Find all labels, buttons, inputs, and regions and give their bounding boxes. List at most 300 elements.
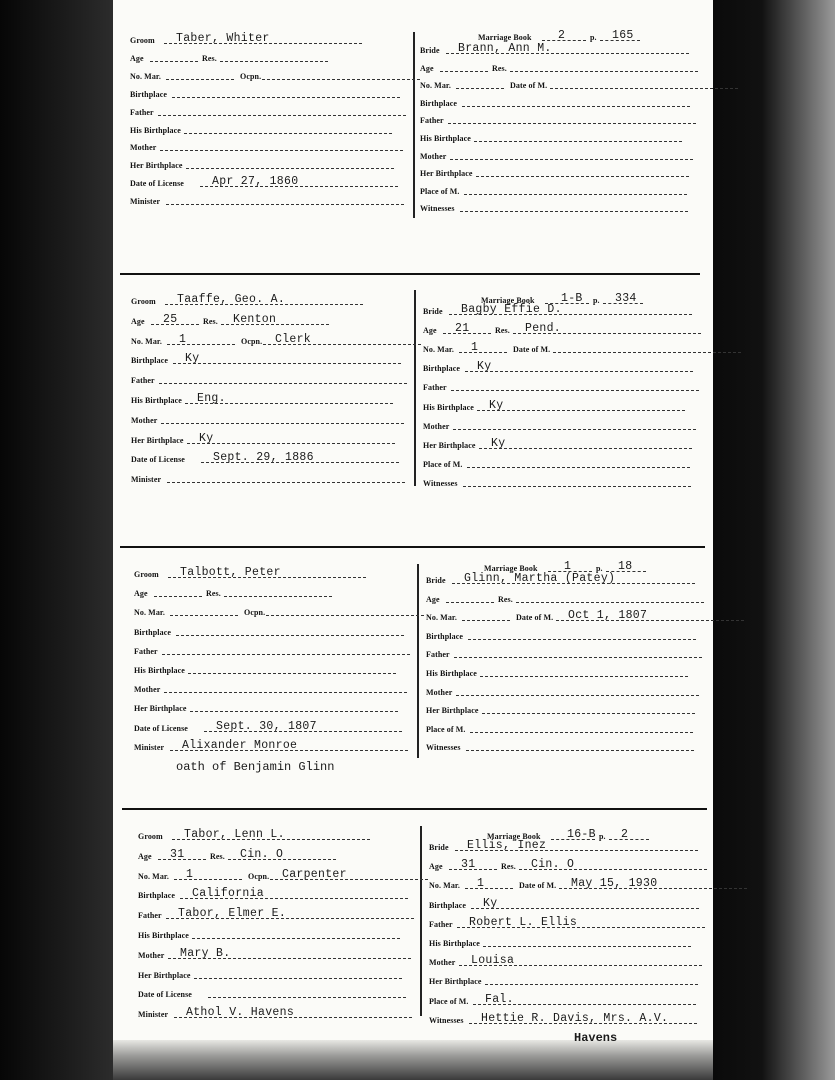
field-value: Eng. bbox=[197, 392, 226, 405]
groom-her-birthplace-field bbox=[131, 430, 395, 446]
fill-line bbox=[188, 673, 396, 674]
field-label: No. Mar. bbox=[131, 336, 162, 346]
fill-line bbox=[186, 168, 394, 169]
groom-age-field bbox=[131, 311, 199, 327]
field-label: Ocpn. bbox=[241, 336, 263, 346]
fill-line bbox=[467, 467, 690, 468]
groom-no-mar-field bbox=[130, 66, 234, 82]
fill-line bbox=[553, 352, 741, 353]
field-label: Age bbox=[131, 316, 145, 326]
field-label: Date of License bbox=[138, 990, 192, 1000]
fill-line bbox=[453, 429, 696, 430]
field-label: Bride bbox=[423, 307, 443, 316]
field-label: Her Birthplace bbox=[420, 169, 473, 179]
field-label: Minister bbox=[130, 197, 161, 207]
groom-father-field bbox=[138, 905, 414, 921]
field-value: Fal. bbox=[485, 992, 514, 1006]
fill-line bbox=[456, 695, 699, 696]
field-label: Mother bbox=[130, 143, 157, 153]
bride-mother-field bbox=[429, 952, 702, 968]
bride-no-mar-field bbox=[429, 875, 513, 891]
fill-line bbox=[194, 978, 402, 979]
field-value: Glinn, Martha (Patey) bbox=[464, 572, 616, 585]
field-value: Ky bbox=[491, 436, 506, 450]
bride-his-birthplace-field bbox=[423, 397, 685, 413]
groom-groom-field bbox=[138, 826, 370, 842]
bride-father-field bbox=[420, 110, 696, 126]
field-label: Mother bbox=[423, 421, 450, 431]
groom-minister-field bbox=[134, 737, 408, 753]
field-value: Louisa bbox=[471, 954, 515, 968]
fill-line bbox=[174, 879, 242, 880]
field-label: Mother bbox=[131, 415, 158, 425]
bride-age-field bbox=[423, 320, 491, 336]
fill-line bbox=[459, 352, 507, 353]
bride-place-of-m-field bbox=[429, 991, 696, 1007]
field-label: Father bbox=[423, 383, 447, 393]
field-label: Father bbox=[426, 650, 450, 660]
field-value: Athol V. Havens bbox=[186, 1006, 295, 1020]
bride-res-field bbox=[498, 589, 704, 605]
bride-witnesses-field bbox=[426, 737, 694, 753]
groom-note: oath of Benjamin Glinn bbox=[176, 760, 335, 774]
bride-age-field bbox=[429, 856, 497, 872]
field-value: Alixander Monroe bbox=[182, 738, 298, 752]
bride-no-mar-field bbox=[423, 339, 507, 355]
bride-date-of-m-field bbox=[516, 607, 744, 623]
fill-line bbox=[462, 106, 690, 107]
field-label: No. Mar. bbox=[134, 608, 165, 618]
marriage-book-number: 1-B bbox=[561, 292, 583, 305]
groom-minister-field bbox=[138, 1004, 412, 1020]
field-label: Birthplace bbox=[130, 89, 167, 99]
field-label: Mother bbox=[429, 958, 456, 968]
bride-his-birthplace-field bbox=[420, 128, 682, 144]
field-value: 31 bbox=[170, 847, 185, 861]
bride-witnesses-field bbox=[420, 198, 688, 214]
field-label: Birthplace bbox=[134, 627, 171, 637]
field-label: Mother bbox=[420, 151, 447, 161]
field-value: 1 bbox=[179, 332, 187, 346]
fill-line bbox=[483, 946, 691, 947]
bride-date-of-m-field bbox=[510, 75, 738, 91]
marriage-book-page: 165 bbox=[612, 29, 634, 42]
field-label: p. bbox=[596, 564, 603, 573]
field-label: His Birthplace bbox=[423, 402, 474, 412]
fill-line bbox=[468, 639, 696, 640]
fill-line bbox=[479, 448, 692, 449]
bride-mother-field bbox=[426, 682, 699, 698]
field-label: Age bbox=[420, 63, 434, 73]
field-value: Brann, Ann M. bbox=[458, 42, 552, 55]
fill-line bbox=[262, 79, 420, 80]
bride-her-birthplace-field bbox=[426, 700, 695, 716]
bride-father-field bbox=[426, 644, 702, 660]
groom-ocpn-field bbox=[244, 602, 424, 618]
bride-no-mar-field bbox=[426, 607, 510, 623]
bride-place-of-m-field bbox=[420, 181, 687, 197]
field-value: 25 bbox=[163, 312, 178, 326]
field-label: Her Birthplace bbox=[130, 161, 183, 171]
bride-her-birthplace-field bbox=[429, 971, 698, 987]
bride-birthplace-field bbox=[426, 626, 696, 642]
field-value: 21 bbox=[455, 322, 470, 336]
groom-birthplace-field bbox=[134, 622, 404, 638]
groom-age-field bbox=[134, 583, 202, 599]
bride-place-of-m-field bbox=[426, 719, 693, 735]
marriage-book-page: 18 bbox=[618, 560, 633, 573]
field-label: Date of License bbox=[134, 723, 188, 733]
field-label: Ocpn. bbox=[240, 71, 262, 81]
field-label: Mother bbox=[426, 687, 453, 697]
fill-line bbox=[158, 115, 406, 116]
bride-bride-field bbox=[429, 837, 698, 853]
field-label: Date of M. bbox=[510, 81, 548, 91]
fill-line bbox=[176, 635, 404, 636]
groom-date-license-field bbox=[134, 718, 402, 734]
fill-line bbox=[463, 486, 691, 487]
groom-mother-field bbox=[138, 945, 411, 961]
fill-line bbox=[450, 159, 693, 160]
groom-date-license-field bbox=[130, 173, 398, 189]
field-label: Place of M. bbox=[429, 996, 469, 1006]
fill-line bbox=[162, 654, 410, 655]
bride-his-birthplace-field bbox=[426, 663, 688, 679]
fill-line bbox=[184, 133, 392, 134]
bride-bride-field bbox=[426, 570, 695, 586]
groom-her-birthplace-field bbox=[138, 965, 402, 981]
fill-line bbox=[448, 123, 696, 124]
fill-line bbox=[464, 194, 687, 195]
field-label: No. Mar. bbox=[429, 881, 460, 891]
fill-line bbox=[465, 371, 693, 372]
field-value: Kenton bbox=[233, 312, 277, 326]
marriage-book-number: 16-B bbox=[567, 828, 596, 841]
fill-line bbox=[166, 79, 234, 80]
groom-groom-field bbox=[134, 564, 366, 580]
groom-her-birthplace-field bbox=[134, 698, 398, 714]
field-value: Ky bbox=[477, 360, 492, 374]
field-label: Mother bbox=[134, 685, 161, 695]
groom-no-mar-field bbox=[134, 602, 238, 618]
field-label: Her Birthplace bbox=[429, 977, 482, 987]
field-label: Father bbox=[134, 646, 158, 656]
fill-line bbox=[159, 383, 407, 384]
fill-line bbox=[190, 711, 398, 712]
fill-line bbox=[482, 713, 695, 714]
groom-mother-field bbox=[131, 410, 404, 426]
field-label: Witnesses bbox=[426, 743, 461, 753]
card-separator bbox=[120, 546, 705, 548]
groom-father-field bbox=[130, 102, 406, 118]
field-label: Bride bbox=[429, 843, 449, 852]
field-label: No. Mar. bbox=[130, 71, 161, 81]
field-label: p. bbox=[599, 832, 606, 841]
field-value: Taber, Whiter bbox=[176, 32, 270, 45]
fill-line bbox=[150, 61, 198, 62]
groom-minister-field bbox=[131, 469, 405, 485]
groom-ocpn-field bbox=[248, 866, 428, 882]
field-label: Groom bbox=[130, 36, 155, 45]
bride-birthplace-field bbox=[420, 93, 690, 109]
groom-age-field bbox=[138, 846, 206, 862]
field-label: Father bbox=[130, 107, 154, 117]
field-label: Age bbox=[138, 851, 152, 861]
groom-mother-field bbox=[134, 679, 407, 695]
groom-his-birthplace-field bbox=[138, 925, 400, 941]
fill-line bbox=[451, 390, 699, 391]
field-label: Date of M. bbox=[513, 345, 551, 355]
groom-no-mar-field bbox=[138, 866, 242, 882]
field-value: Bagby Effie D. bbox=[461, 303, 562, 316]
bride-mother-field bbox=[423, 416, 696, 432]
field-label: Date of M. bbox=[519, 881, 557, 891]
field-label: Res. bbox=[203, 316, 218, 326]
field-label: Marriage Book bbox=[487, 832, 541, 841]
field-value: Robert L. Ellis bbox=[469, 915, 578, 929]
field-value: Tabor, Lenn L. bbox=[184, 828, 285, 841]
groom-res-field bbox=[210, 846, 336, 862]
field-label: Bride bbox=[426, 576, 446, 585]
card-separator bbox=[120, 273, 700, 275]
fill-line bbox=[460, 211, 688, 212]
field-value: Ky bbox=[483, 896, 498, 910]
field-label: p. bbox=[590, 33, 597, 42]
groom-father-field bbox=[131, 370, 407, 386]
field-label: Her Birthplace bbox=[131, 435, 184, 445]
field-label: Age bbox=[423, 326, 437, 336]
groom-ocpn-field bbox=[240, 66, 420, 82]
field-value: 31 bbox=[461, 858, 476, 872]
groom-ocpn-field bbox=[241, 331, 421, 347]
groom-groom-field bbox=[130, 30, 362, 46]
field-value: Hettie R. Davis, Mrs. A.V. bbox=[481, 1011, 669, 1025]
field-label: Witnesses bbox=[423, 478, 458, 488]
fill-line bbox=[516, 602, 704, 603]
field-value: Ky bbox=[489, 398, 504, 412]
field-label: Her Birthplace bbox=[138, 970, 191, 980]
field-label: Res. bbox=[202, 53, 217, 63]
card-column-divider bbox=[417, 564, 419, 758]
field-label: His Birthplace bbox=[426, 669, 477, 678]
field-label: Birthplace bbox=[429, 900, 466, 910]
field-label: Place of M. bbox=[420, 186, 460, 196]
field-label: Birthplace bbox=[423, 364, 460, 374]
field-label: Ocpn. bbox=[248, 871, 270, 881]
field-label: His Birthplace bbox=[429, 939, 480, 948]
field-label: Age bbox=[426, 594, 440, 604]
field-label: Her Birthplace bbox=[423, 440, 476, 450]
fill-line bbox=[172, 97, 400, 98]
field-label: No. Mar. bbox=[138, 871, 169, 881]
fill-line bbox=[462, 620, 510, 621]
field-label: Res. bbox=[206, 589, 221, 599]
field-label: Age bbox=[130, 53, 144, 63]
groom-res-field bbox=[203, 311, 329, 327]
field-label: Res. bbox=[498, 594, 513, 604]
fill-line bbox=[510, 71, 698, 72]
field-value: May 15, 1930 bbox=[571, 877, 658, 891]
field-label: Birthplace bbox=[420, 98, 457, 108]
field-value: Carpenter bbox=[282, 867, 347, 881]
field-label: Birthplace bbox=[138, 891, 175, 901]
fill-line bbox=[465, 888, 513, 889]
field-label: Place of M. bbox=[423, 459, 463, 469]
field-label: Mother bbox=[138, 950, 165, 960]
field-label: No. Mar. bbox=[423, 345, 454, 355]
field-label: Minister bbox=[131, 475, 162, 485]
bride-place-of-m-field bbox=[423, 454, 690, 470]
fill-line bbox=[224, 596, 332, 597]
groom-his-birthplace-field bbox=[131, 390, 393, 406]
field-label: No. Mar. bbox=[426, 613, 457, 623]
fill-line bbox=[164, 692, 407, 693]
fill-line bbox=[454, 657, 702, 658]
fill-line bbox=[266, 615, 424, 616]
field-value: 1 bbox=[477, 877, 485, 891]
field-label: Res. bbox=[210, 851, 225, 861]
groom-minister-field bbox=[130, 191, 404, 207]
witnesses-continued: Havens bbox=[574, 1031, 618, 1045]
field-label: No. Mar. bbox=[420, 81, 451, 91]
field-value: Talbott, Peter bbox=[180, 566, 281, 579]
bride-res-field bbox=[501, 856, 707, 872]
field-label: Ocpn. bbox=[244, 608, 266, 618]
groom-age-field bbox=[130, 48, 198, 64]
groom-no-mar-field bbox=[131, 331, 235, 347]
field-label: Marriage Book bbox=[478, 33, 532, 42]
fill-line bbox=[170, 615, 238, 616]
groom-mother-field bbox=[130, 137, 403, 153]
card-column-divider bbox=[413, 32, 415, 218]
field-label: His Birthplace bbox=[131, 396, 182, 405]
fill-line bbox=[550, 88, 738, 89]
groom-date-license-field bbox=[138, 984, 406, 1000]
field-value: Oct 1, 1807 bbox=[568, 609, 648, 623]
fill-line bbox=[160, 150, 403, 151]
field-label: Date of License bbox=[130, 179, 184, 189]
field-label: Marriage Book bbox=[484, 564, 538, 573]
field-value: California bbox=[192, 887, 265, 901]
groom-his-birthplace-field bbox=[130, 120, 392, 136]
field-label: His Birthplace bbox=[134, 666, 185, 675]
bride-witnesses-field bbox=[423, 473, 691, 489]
fill-line bbox=[440, 71, 488, 72]
field-value: Ky bbox=[185, 352, 200, 366]
fill-line bbox=[480, 676, 688, 677]
fill-line bbox=[161, 423, 404, 424]
field-value: Ellis, Inez bbox=[467, 839, 547, 852]
scan-right-margin bbox=[713, 0, 835, 1080]
bride-date-of-m-field bbox=[519, 875, 747, 891]
field-label: p. bbox=[593, 296, 600, 305]
groom-date-license-field bbox=[131, 449, 399, 465]
fill-line bbox=[167, 344, 235, 345]
field-label: Father bbox=[131, 376, 155, 386]
marriage-book-number: 1 bbox=[564, 560, 572, 573]
groom-birthplace-field bbox=[130, 84, 400, 100]
bride-no-mar-field bbox=[420, 75, 504, 91]
field-label: Father bbox=[420, 116, 444, 126]
bride-date-of-m-field bbox=[513, 339, 741, 355]
bride-res-field bbox=[495, 320, 701, 336]
card-column-divider bbox=[420, 826, 422, 1016]
bride-age-field bbox=[426, 589, 494, 605]
bride-mother-field bbox=[420, 146, 693, 162]
field-label: Marriage Book bbox=[481, 296, 535, 305]
scan-bottom-margin bbox=[113, 1040, 713, 1080]
field-value: 1 bbox=[186, 867, 194, 881]
marriage-book-page: 334 bbox=[615, 292, 637, 305]
fill-line bbox=[446, 602, 494, 603]
field-value: Tabor, Elmer E. bbox=[178, 907, 287, 921]
field-value: Clerk bbox=[275, 332, 312, 346]
fill-line bbox=[470, 732, 693, 733]
bride-age-field bbox=[420, 58, 488, 74]
field-label: Res. bbox=[495, 326, 510, 336]
field-value: 1 bbox=[471, 341, 479, 355]
fill-line bbox=[166, 204, 404, 205]
field-label: His Birthplace bbox=[138, 931, 189, 940]
field-label: Res. bbox=[501, 862, 516, 872]
groom-birthplace-field bbox=[138, 885, 408, 901]
card-column-divider bbox=[414, 290, 416, 486]
scan-left-margin bbox=[0, 0, 113, 1080]
groom-birthplace-field bbox=[131, 350, 401, 366]
bride-bride-field bbox=[420, 40, 689, 56]
marriage-book-page: 2 bbox=[621, 828, 629, 841]
field-label: Groom bbox=[134, 570, 159, 579]
bride-res-field bbox=[492, 58, 698, 74]
field-label: Father bbox=[429, 919, 453, 929]
field-label: Date of License bbox=[131, 455, 185, 465]
field-value: Cin. O bbox=[240, 847, 284, 861]
fill-line bbox=[187, 443, 395, 444]
bride-her-birthplace-field bbox=[423, 435, 692, 451]
field-label: Bride bbox=[420, 46, 440, 55]
field-value: Apr 27, 1860 bbox=[212, 175, 299, 189]
field-label: Groom bbox=[131, 297, 156, 306]
field-label: Minister bbox=[134, 742, 165, 752]
groom-res-field bbox=[206, 583, 332, 599]
fill-line bbox=[167, 482, 405, 483]
field-label: Res. bbox=[492, 63, 507, 73]
field-label: Age bbox=[134, 589, 148, 599]
groom-groom-field bbox=[131, 291, 363, 307]
field-label: Groom bbox=[138, 832, 163, 841]
field-label: Birthplace bbox=[426, 631, 463, 641]
field-label: His Birthplace bbox=[420, 134, 471, 143]
field-label: Birthplace bbox=[131, 356, 168, 366]
fill-line bbox=[220, 61, 328, 62]
bride-her-birthplace-field bbox=[420, 163, 689, 179]
field-label: Age bbox=[429, 862, 443, 872]
fill-line bbox=[466, 750, 694, 751]
field-value: Pend. bbox=[525, 322, 562, 336]
card-separator bbox=[122, 808, 707, 810]
marriage-book-number: 2 bbox=[558, 29, 566, 42]
field-label: Place of M. bbox=[426, 724, 466, 734]
groom-res-field bbox=[202, 48, 328, 64]
bride-father-field bbox=[423, 377, 699, 393]
bride-witnesses-field bbox=[429, 1010, 697, 1026]
fill-line bbox=[476, 176, 689, 177]
field-value: Cin. O bbox=[531, 858, 575, 872]
field-label: Father bbox=[138, 911, 162, 921]
groom-father-field bbox=[134, 641, 410, 657]
field-value: Sept. 29, 1886 bbox=[213, 451, 314, 465]
field-value: Ky bbox=[199, 431, 214, 445]
